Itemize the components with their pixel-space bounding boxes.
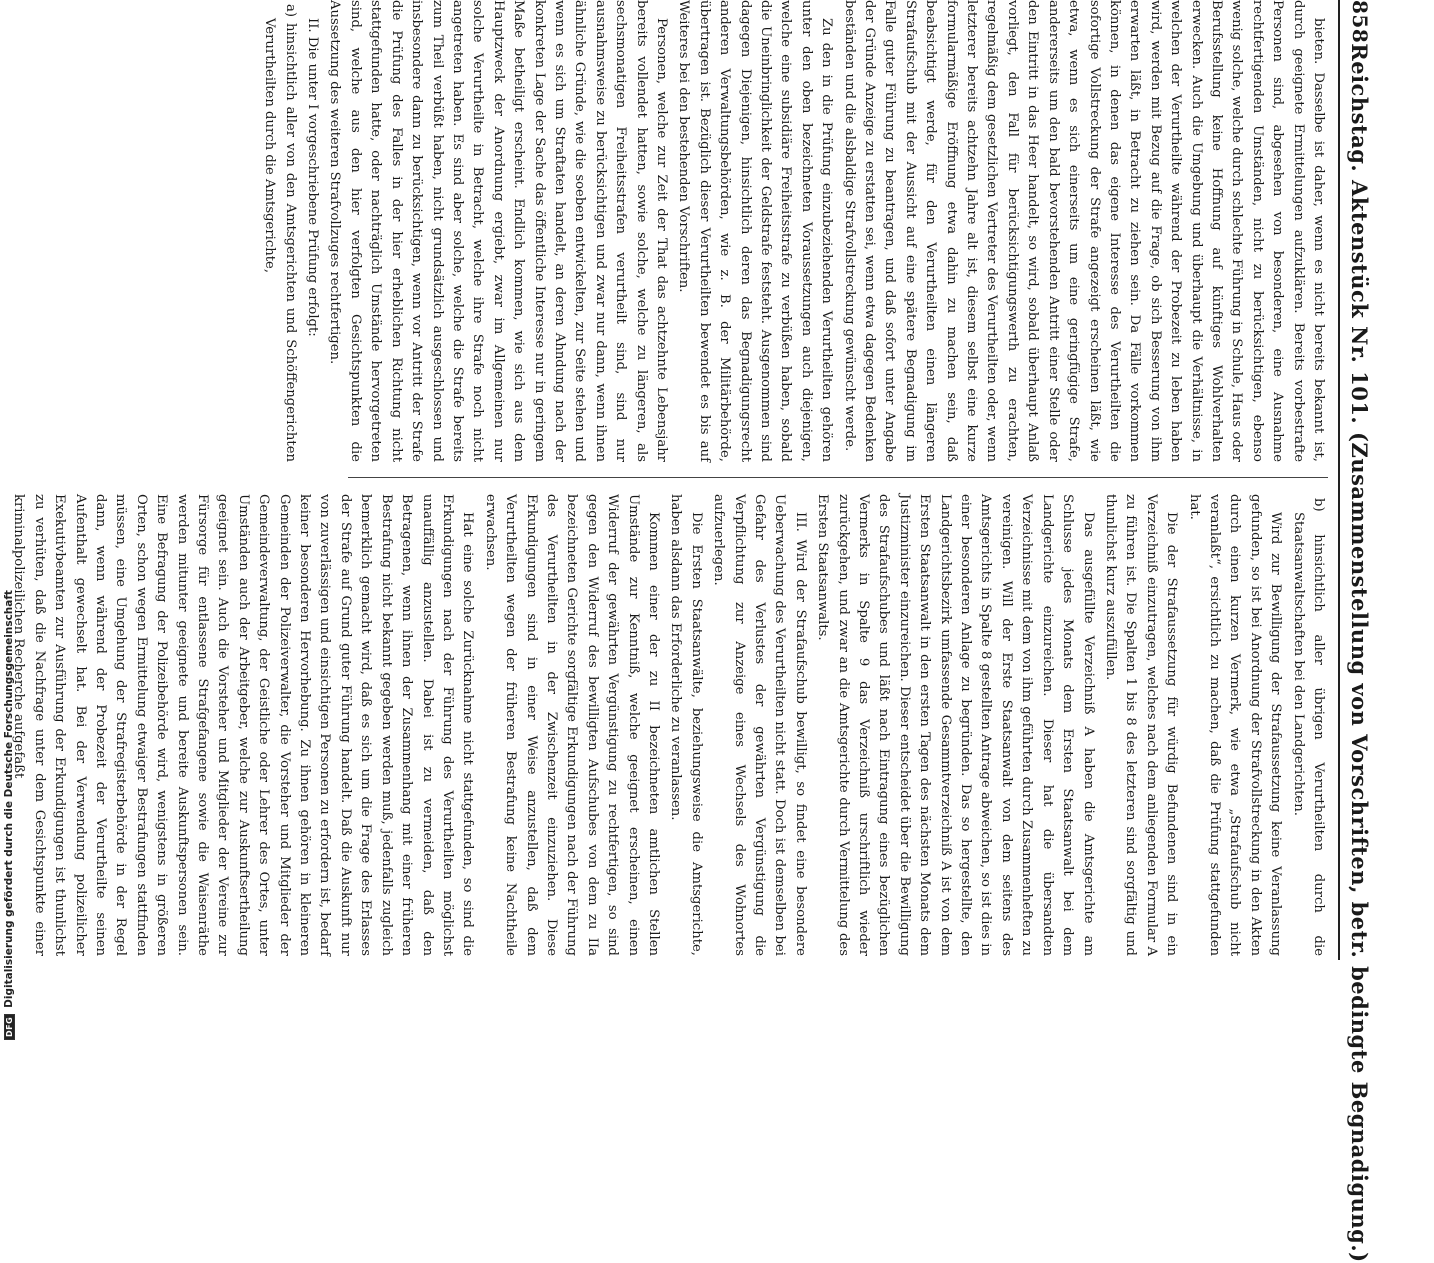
digitization-credit xyxy=(1,44,17,1040)
paragraph: Zu den in die Prüfung einzubeziehenden Verurtheilten gehören unter den oben bezeichneten Voraussetzungen auch diejenigen, welche eine subsidiäre Freiheitsstrafe zu verbüßen haben, sobald die Uneinbringlichkeit der Geldstrafe feststeht. Ausgenommen sind dagegen Diejenigen, hinsichtlich deren das Begnadigungsrecht anderen Verwaltungsbehörden, wie z. B. der Militärbehörde, übertragen ist. Bezüglich dieser Verurtheilten bewendet es bis auf Weiteres bei den bestehenden Vorschriften. xyxy=(676,0,835,462)
column-divider xyxy=(348,477,1328,478)
paragraph: bieten. Dasselbe ist daher, wenn es nicht bereits bekannt ist, durch geeignete Ermittelungen aufzuklären. Bereits vorbestrafte Personen sind, abgesehen von besonderen, eine Ausnahme rechtfertigenden Umständen, nicht zu berücksichtigen, ebenso wenig solche, welche durch schlechte Führung in Schule, Haus oder Berufsstellung keine Hoffnung auf künftiges Wohlverhalten erwecken. Auch die Umgebung und überhaupt die Verhältnisse, in welchen der Verurtheilte während der Probezeit zu leben haben wird, werden mit Bezug auf die Frage, ob sich Besserung von ihm erwarten läßt, in Betracht zu ziehen sein. Da Fälle vorkommen können, in denen das eigene Interesse des Verurtheilten die sofortige Vollstreckung der Strafe angezeigt erscheinen läßt, wie etwa, wenn es sich einerseits um eine geringfügige Strafe, andererseits um den bald bevorstehenden Antritt einer Stelle oder den Eintritt in das Heer handelt, so wird, sobald überhaupt Anlaß vorliegt, den Fall für berücksichtigungswerth zu erachten, regelmäßig dem gesetzlichen Vertreter des Verurtheilten oder, wenn letzterer bereits achtzehn Jahre alt ist, diesem selbst eine kurze formularmäßige Eröffnung etwa dahin zu machen sein, daß beabsichtigt werde, für den Verurtheilten einen längeren Strafaufschub mit der Aussicht auf eine spätere Begnadigung im Falle guter Führung zu beantragen, und daß sofort unter Angabe der Gründe Anzeige zu erstatten sei, wenn etwa dagegen Bedenken beständen und die alsbaldige Strafvollstreckung gewünscht werde. xyxy=(841,0,1326,462)
paragraph: Die Ersten Staatsanwälte, beziehungsweise die Amtsgerichte, haben alsdann das Erforderliche zu veranlassen. xyxy=(668,494,704,956)
paragraph: Die der Strafaussetzung für würdig Befundenen sind in ein Verzeichniß einzutragen, welches nach dem anliegenden Formular A zu führen ist. Die Spalten 1 bis 8 des letzteren sind sorgfältig und thunlichst kurz auszufüllen. xyxy=(1102,494,1180,956)
paragraph: Hat eine solche Zurücknahme nicht stattgefunden, so sind die Erkundigungen nach der Führung des Verurtheilten möglichst unauffällig anzustellen. Dabei ist zu vermeiden, daß den Betragenen, wenn ihnen der Zusammenhang mit einer früheren Bestrafung nicht bekannt gegeben werden muß, jedenfalls zugleich bemerklich gemacht wird, daß es sich um die Frage des Erlasses der Strafe auf Grund guter Führung handelt. Daß die Auskunft nur von zuverlässigen und einsichtigen Personen zu erfordern ist, bedarf keiner besonderen Hervorhebung. Zu ihnen gehören in kleineren Gemeinden der Polizeiverwalter, die Vorsteher und Mitglieder der Gemeindeverwaltung, der Geistliche oder Lehrer des Ortes, unter Umständen auch der Arbeitgeber, welche zur Auskunftsertheilung geeignet sein. Auch die Vorsteher und Mitglieder der Vereine zur Fürsorge für entlassene Strafgefangene sowie die Waisenräthe werden mitunter geeignete und bereite Auskunftspersonen sein. Eine Befragung der Polizeibehörde wird, wenigstens in größeren Orten, schon wegen Ermittelung etwaiger Bestrafungen stattfinden müssen, eine Umgehung der Strafregisterbehörde in der Regel dann, wenn während der Probezeit der Verurtheilte seinen Aufenthalt gewechselt hat. Bei der Verwendung polizeilicher Exekutivbeamten zur Ausführung der Erkundigungen ist thunlichst zu verhüten, daß die Nachfrage unter dem Gesichtspunkte einer kriminalpolizeilichen Recherche aufgefaßt xyxy=(11,494,476,956)
paragraph: II. Die unter I vorgeschriebene Prüfung erfolgt: xyxy=(305,18,321,337)
page-header xyxy=(1338,0,1380,1263)
paragraph: Personen, welche zur Zeit der That das achtzehnte Lebensjahr bereits vollendet hatten, sowie solche, welche zu längeren, als sechsmonatigen Freiheitsstrafen verurtheilt sind, sind nur ausnahmsweise zu berücksichtigen und zwar nur dann, wenn ihnen ähnliche Gründe, wie die soeben entwickelten, zur Seite stehen und wenn es sich um Straftaten handelt, an deren Ahndung nach der konkreten Lage der Sache das öffentliche Interesse nur in geringem Maße betheiligt erscheint. Endlich kommen, wie sich aus dem Hauptzweck der Anordnung ergiebt, zwar im Allgemeinen nur solche Verurtheilte in Betracht, welche ihre Strafe noch nicht angetreten haben. Es sind aber solche, welche die Strafe bereits zum Theil verbüßt haben, nicht grundsätzlich ausgeschlossen und insbesondere dann zu berücksichtigen, wenn vor Antritt der Strafe die Prüfung des Falles in der hier erheblichen Richtung nicht stattgefunden hatte, oder nachträglich Umstände hervorgetreten sind, welche aus den hier verfolgten Gesichtspunkten die Aussetzung des weiteren Strafvollzuges rechtfertigen. xyxy=(327,0,669,462)
running-title: Reichstag. Aktenstück Nr. 101. (Zusammenstellung von Vorschriften, betr. bedingte Begnadigung.) xyxy=(1347,43,1373,1263)
text-column-right xyxy=(11,494,1328,956)
list-item: b) hinsichtlich aller übrigen Verurtheilten durch die Staatsanwaltschaften bei den Landgerichten. xyxy=(1290,498,1326,956)
digitization-credit-text: Digitalisierung gefördert durch die Deutsche Forschungsgemeinschaft xyxy=(3,590,15,1008)
paragraph: Kommen einer der zu II bezeichneten amtlichen Stellen Umstände zur Kenntniß, welche geeignet erscheinen, einen Widerruf der gewährten Vergünstigung zu rechtfertigen, so sind gegen den Widerruf des bewilligten Aufschubes von dem zu IIa bezeichneten Gerichte sorgfältige Erkundigungen nach der Führung des Verurtheilten in der Zwischenzeit einzuziehen. Diese Erkundigungen sind in einer Weise anzustellen, daß dem Verurtheilten wegen der früheren Bestrafung keine Nachtheile erwachsen. xyxy=(482,494,661,956)
paragraph: Das ausgefüllte Verzeichniß A haben die Amtsgerichte am Schlusse jedes Monats dem Ersten Staatsanwalt bei dem Landgerichte einzureichen. Dieser hat die übersandten Verzeichnisse mit dem von ihm geführten durch Zusammenheften zu vereinigen. Will der Erste Staatsanwalt von dem seitens des Amtsgerichts in Spalte 8 gestellten Antrage abweichen, so ist dies in einer besonderen Anlage zu begründen. Das so hergestellte, den Landgerichtsbezirk umfassende Gesammtverzeichniß A ist von dem Ersten Staatsanwalt in den ersten Tagen des nächsten Monats dem Justizminister einzureichen. Dieser entscheidet über die Bewilligung des Strafaufschubes und läßt nach Eintragung eines bezüglichen Vermerks in Spalte 9 das Verzeichniß urschriftlich wieder zurückgehen, und zwar an die Amtsgerichte durch Vermittelung des Ersten Staatsanwalts. xyxy=(815,494,1096,956)
paragraph: III. Wird der Strafaufschub bewilligt, so findet eine besondere Ueberwachung des Verurtheilten nicht statt. Doch ist demselben bei Gefahr des Verlustes der gewährten Vergünstigung die Verpflichtung zur Anzeige eines Wechsels des Wohnortes aufzuerlegen. xyxy=(711,494,808,956)
dfg-logo: DFG xyxy=(4,1014,15,1040)
list-item: a) hinsichtlich aller von den Amtsgerichten und Schöffengerichten Verurtheilten durch die Amtsgerichte, xyxy=(262,4,298,462)
newspaper-page xyxy=(11,0,1380,1263)
paragraph: Wird zur Bewilligung der Strafaussetzung keine Veranlassung gefunden, so ist bei Anordnung der Strafvollstreckung in den Akten durch einen kurzen Vermerk, wie etwa „Strafaufschub nicht veranlaßt“, ersichtlich zu machen, daß die Prüfung stattgefunden hat. xyxy=(1186,494,1284,956)
text-column-left xyxy=(108,0,1328,462)
page-number: 858 xyxy=(1348,0,1372,44)
